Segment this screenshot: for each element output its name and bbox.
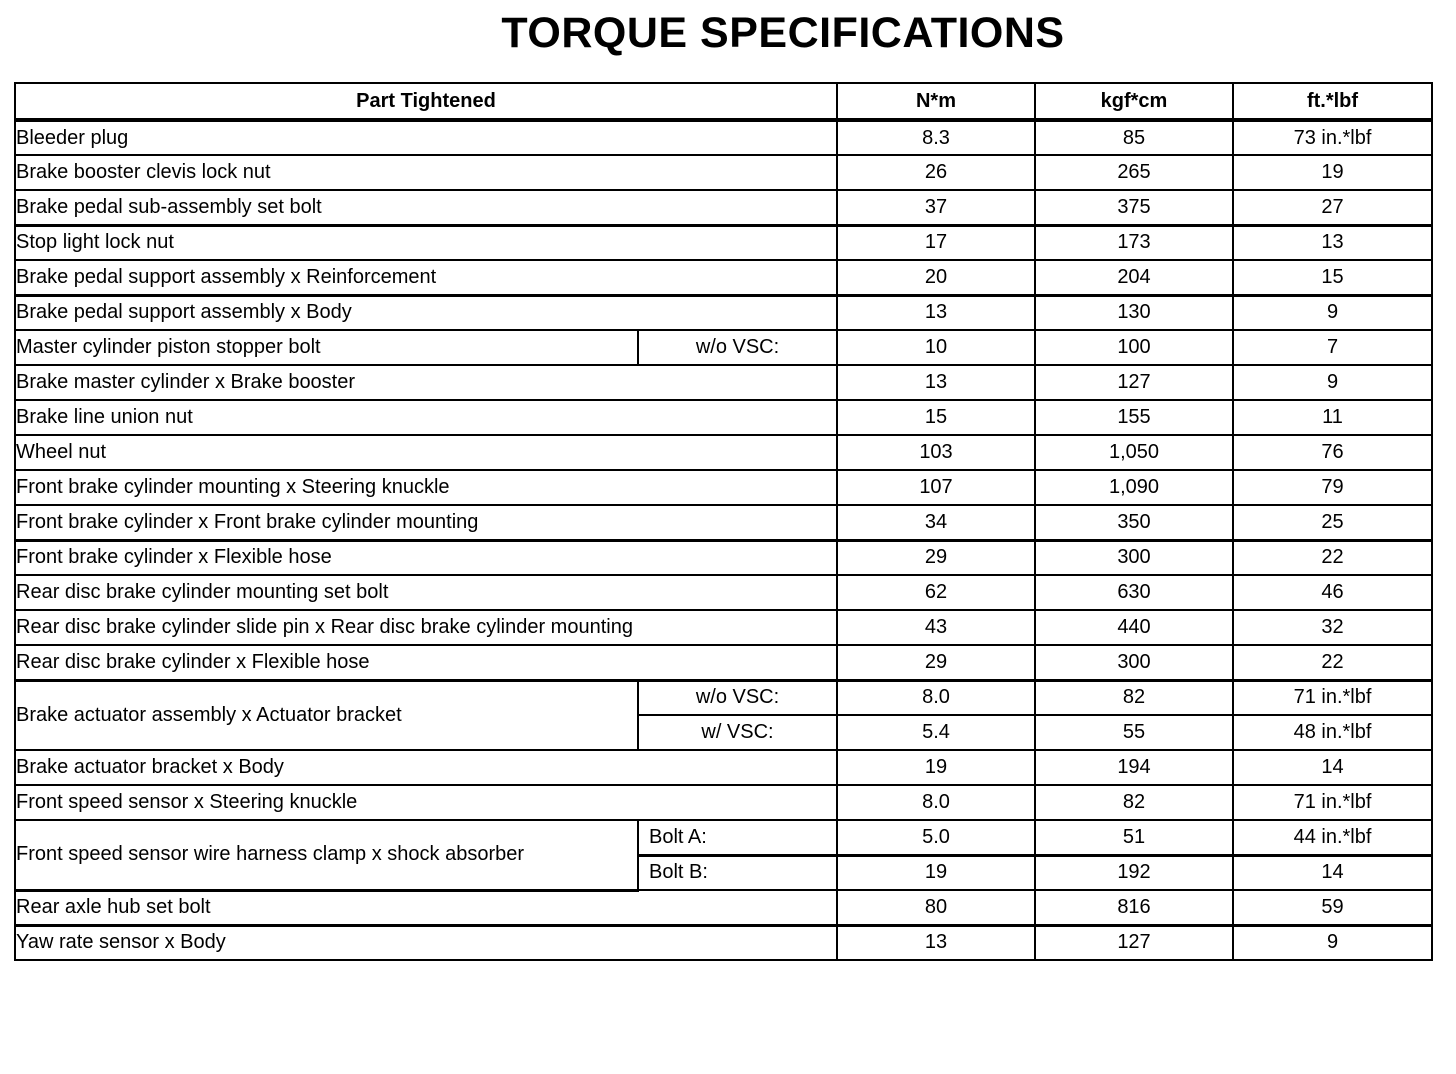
ft-cell: 15	[1233, 260, 1432, 295]
nm-cell: 13	[837, 925, 1035, 960]
ft-cell: 9	[1233, 365, 1432, 400]
part-cell: Rear disc brake cylinder slide pin x Rear disc brake cylinder mounting	[15, 610, 837, 645]
table-row	[15, 540, 1432, 575]
table-row	[15, 435, 1432, 470]
ft-cell: 13	[1233, 225, 1432, 260]
ft-cell: 46	[1233, 575, 1432, 610]
header-nm: N*m	[837, 83, 1035, 120]
ft-cell: 59	[1233, 890, 1432, 925]
table-row	[15, 190, 1432, 225]
kgf-cell: 440	[1035, 610, 1233, 645]
part-cell: Front brake cylinder mounting x Steering knuckle	[15, 470, 837, 505]
part-cell: Stop light lock nut	[15, 225, 837, 260]
ft-cell: 9	[1233, 295, 1432, 330]
kgf-cell: 265	[1035, 155, 1233, 190]
nm-cell: 80	[837, 890, 1035, 925]
ft-cell: 71 in.*lbf	[1233, 785, 1432, 820]
part-cell: Brake master cylinder x Brake booster	[15, 365, 837, 400]
ft-cell: 19	[1233, 155, 1432, 190]
table-row	[15, 225, 1432, 260]
table-row	[15, 505, 1432, 540]
kgf-cell: 82	[1035, 680, 1233, 715]
kgf-cell: 192	[1035, 855, 1233, 890]
ft-cell: 25	[1233, 505, 1432, 540]
nm-cell: 62	[837, 575, 1035, 610]
header-kgf-cm: kgf*cm	[1035, 83, 1233, 120]
ft-cell: 9	[1233, 925, 1432, 960]
kgf-cell: 173	[1035, 225, 1233, 260]
header-part-tightened: Part Tightened	[15, 83, 837, 120]
page-title: TORQUE SPECIFICATIONS	[501, 9, 1065, 57]
part-cell: Rear axle hub set bolt	[15, 890, 837, 925]
table-row	[15, 925, 1432, 960]
nm-cell: 8.0	[837, 680, 1035, 715]
kgf-cell: 100	[1035, 330, 1233, 365]
part-cell: Wheel nut	[15, 435, 837, 470]
ft-cell: 79	[1233, 470, 1432, 505]
header-row	[15, 83, 1432, 120]
table-row	[15, 645, 1432, 680]
ft-cell: 76	[1233, 435, 1432, 470]
table-row	[15, 785, 1432, 820]
torque-table	[14, 82, 1433, 961]
nm-cell: 13	[837, 295, 1035, 330]
kgf-cell: 816	[1035, 890, 1233, 925]
part-cell: Front speed sensor x Steering knuckle	[15, 785, 837, 820]
part-cell: Rear disc brake cylinder x Flexible hose	[15, 645, 837, 680]
part-cell: Brake booster clevis lock nut	[15, 155, 837, 190]
ft-cell: 7	[1233, 330, 1432, 365]
ft-cell: 11	[1233, 400, 1432, 435]
ft-cell: 22	[1233, 540, 1432, 575]
condition-cell: Bolt A:	[638, 820, 837, 855]
kgf-cell: 350	[1035, 505, 1233, 540]
nm-cell: 10	[837, 330, 1035, 365]
nm-cell: 29	[837, 540, 1035, 575]
kgf-cell: 130	[1035, 295, 1233, 330]
part-cell: Front brake cylinder x Flexible hose	[15, 540, 837, 575]
nm-cell: 26	[837, 155, 1035, 190]
kgf-cell: 55	[1035, 715, 1233, 750]
nm-cell: 19	[837, 750, 1035, 785]
table-row	[15, 680, 1432, 715]
nm-cell: 5.4	[837, 715, 1035, 750]
part-cell: Rear disc brake cylinder mounting set bolt	[15, 575, 837, 610]
nm-cell: 17	[837, 225, 1035, 260]
kgf-cell: 194	[1035, 750, 1233, 785]
condition-cell: w/o VSC:	[638, 680, 837, 715]
kgf-cell: 82	[1035, 785, 1233, 820]
nm-cell: 8.3	[837, 120, 1035, 155]
kgf-cell: 1,050	[1035, 435, 1233, 470]
part-cell: Brake pedal support assembly x Reinforcement	[15, 260, 837, 295]
kgf-cell: 155	[1035, 400, 1233, 435]
ft-cell: 14	[1233, 750, 1432, 785]
ft-cell: 71 in.*lbf	[1233, 680, 1432, 715]
kgf-cell: 300	[1035, 540, 1233, 575]
nm-cell: 15	[837, 400, 1035, 435]
part-cell: Brake actuator bracket x Body	[15, 750, 837, 785]
nm-cell: 29	[837, 645, 1035, 680]
table-row	[15, 890, 1432, 925]
table-row	[15, 820, 1432, 855]
table-row	[15, 750, 1432, 785]
ft-cell: 14	[1233, 855, 1432, 890]
nm-cell: 5.0	[837, 820, 1035, 855]
kgf-cell: 127	[1035, 925, 1233, 960]
ft-cell: 44 in.*lbf	[1233, 820, 1432, 855]
kgf-cell: 375	[1035, 190, 1233, 225]
table-row	[15, 610, 1432, 645]
part-cell: Bleeder plug	[15, 120, 837, 155]
nm-cell: 20	[837, 260, 1035, 295]
ft-cell: 22	[1233, 645, 1432, 680]
kgf-cell: 300	[1035, 645, 1233, 680]
condition-cell: Bolt B:	[638, 855, 837, 890]
nm-cell: 103	[837, 435, 1035, 470]
ft-cell: 48 in.*lbf	[1233, 715, 1432, 750]
kgf-cell: 51	[1035, 820, 1233, 855]
nm-cell: 43	[837, 610, 1035, 645]
table-row	[15, 470, 1432, 505]
nm-cell: 37	[837, 190, 1035, 225]
table-row	[15, 120, 1432, 155]
nm-cell: 34	[837, 505, 1035, 540]
nm-cell: 8.0	[837, 785, 1035, 820]
part-cell: Brake line union nut	[15, 400, 837, 435]
condition-cell: w/o VSC:	[638, 330, 837, 365]
ft-cell: 27	[1233, 190, 1432, 225]
header-ft-lbf: ft.*lbf	[1233, 83, 1432, 120]
part-cell: Master cylinder piston stopper bolt	[15, 330, 638, 365]
table-row	[15, 295, 1432, 330]
table-row	[15, 400, 1432, 435]
part-cell: Front brake cylinder x Front brake cylinder mounting	[15, 505, 837, 540]
kgf-cell: 127	[1035, 365, 1233, 400]
table-row	[15, 330, 1432, 365]
kgf-cell: 85	[1035, 120, 1233, 155]
table-row	[15, 260, 1432, 295]
ft-cell: 73 in.*lbf	[1233, 120, 1432, 155]
part-cell: Brake pedal sub-assembly set bolt	[15, 190, 837, 225]
kgf-cell: 1,090	[1035, 470, 1233, 505]
part-cell: Yaw rate sensor x Body	[15, 925, 837, 960]
table-row	[15, 365, 1432, 400]
nm-cell: 13	[837, 365, 1035, 400]
kgf-cell: 630	[1035, 575, 1233, 610]
part-cell: Brake pedal support assembly x Body	[15, 295, 837, 330]
kgf-cell: 204	[1035, 260, 1233, 295]
part-cell: Front speed sensor wire harness clamp x shock absorber	[15, 820, 638, 890]
ft-cell: 32	[1233, 610, 1432, 645]
table-row	[15, 575, 1432, 610]
condition-cell: w/ VSC:	[638, 715, 837, 750]
nm-cell: 107	[837, 470, 1035, 505]
table-row	[15, 155, 1432, 190]
part-cell: Brake actuator assembly x Actuator bracket	[15, 680, 638, 750]
nm-cell: 19	[837, 855, 1035, 890]
